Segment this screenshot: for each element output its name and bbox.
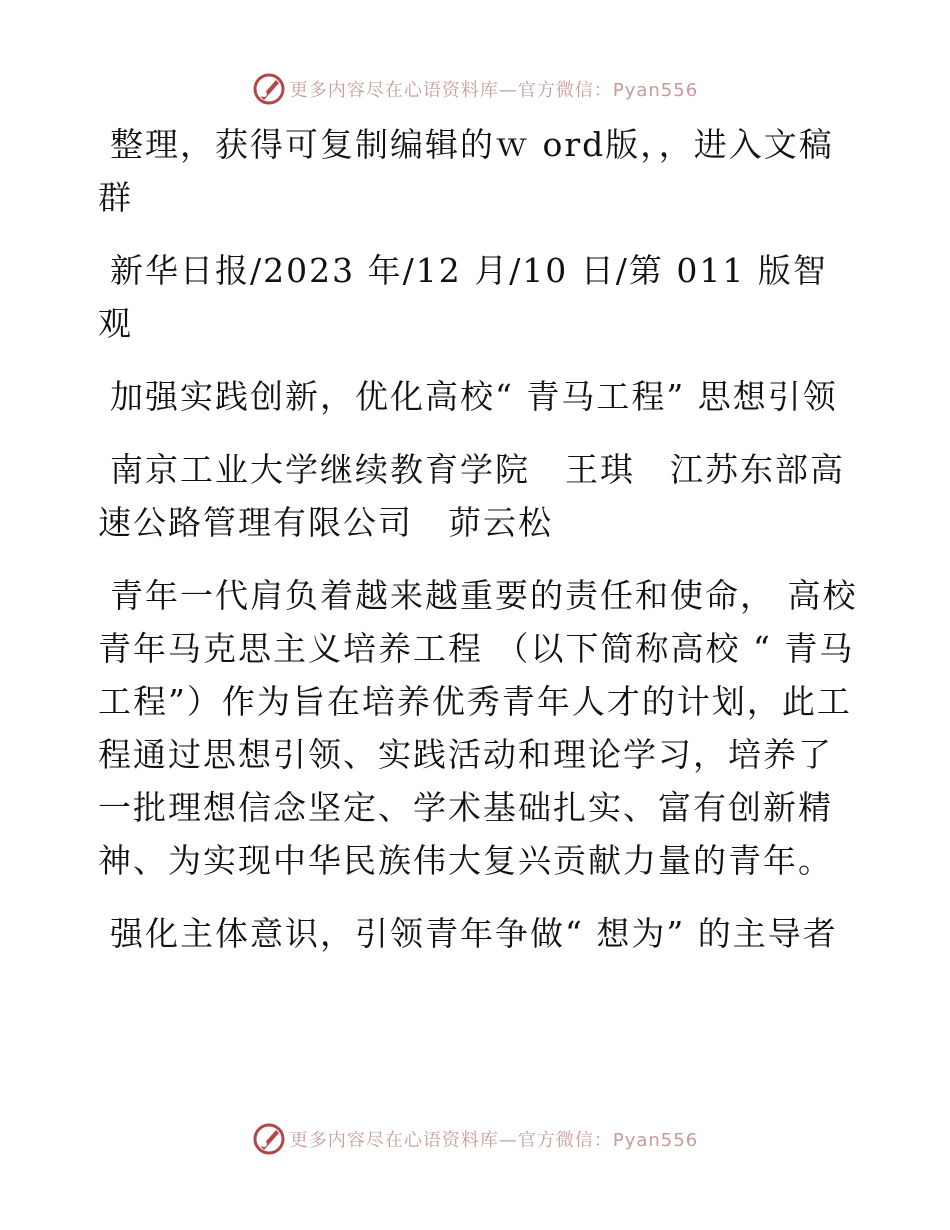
- pen-logo-icon: [252, 72, 286, 106]
- source-line: 新华日报/2023 年/12 月/10 日/第 011 版智观: [98, 251, 828, 343]
- footer-watermark-text: 更多内容尽在心语资料库—官方微信：Pyan556: [289, 1130, 699, 1151]
- intro-line: 整理，获得可复制编辑的ｗ ord版，，进入文稿群: [98, 125, 834, 217]
- article-title: 加强实践创新，优化高校“ 青马工程” 思想引领: [110, 377, 838, 416]
- footer-watermark: [0, 1122, 950, 1156]
- header-watermark: [0, 72, 950, 106]
- pen-logo-icon: [252, 1122, 286, 1156]
- section-heading: 强化主体意识，引领青年争做“ 想为” 的主导者: [110, 914, 838, 953]
- author-line: 南京工业大学继续教育学院 王琪 江苏东部高速公路管理有限公司 茆云松: [98, 450, 845, 542]
- body-paragraph: 青年一代肩负着越来越重要的责任和使命， 高校青年马克思主义培养工程 （以下简称高校 “ 青马工程”）作为旨在培养优秀青年人才的计划，此工程通过思想引领、实践活动和理论学习，培养了一批理想信念坚定、学术基础扎实、富有创新精神、为实现中华民族伟大复兴贡献力量的青年。: [98, 576, 858, 880]
- document-body: [98, 118, 858, 980]
- header-watermark-text: 更多内容尽在心语资料库—官方微信：Pyan556: [289, 80, 699, 101]
